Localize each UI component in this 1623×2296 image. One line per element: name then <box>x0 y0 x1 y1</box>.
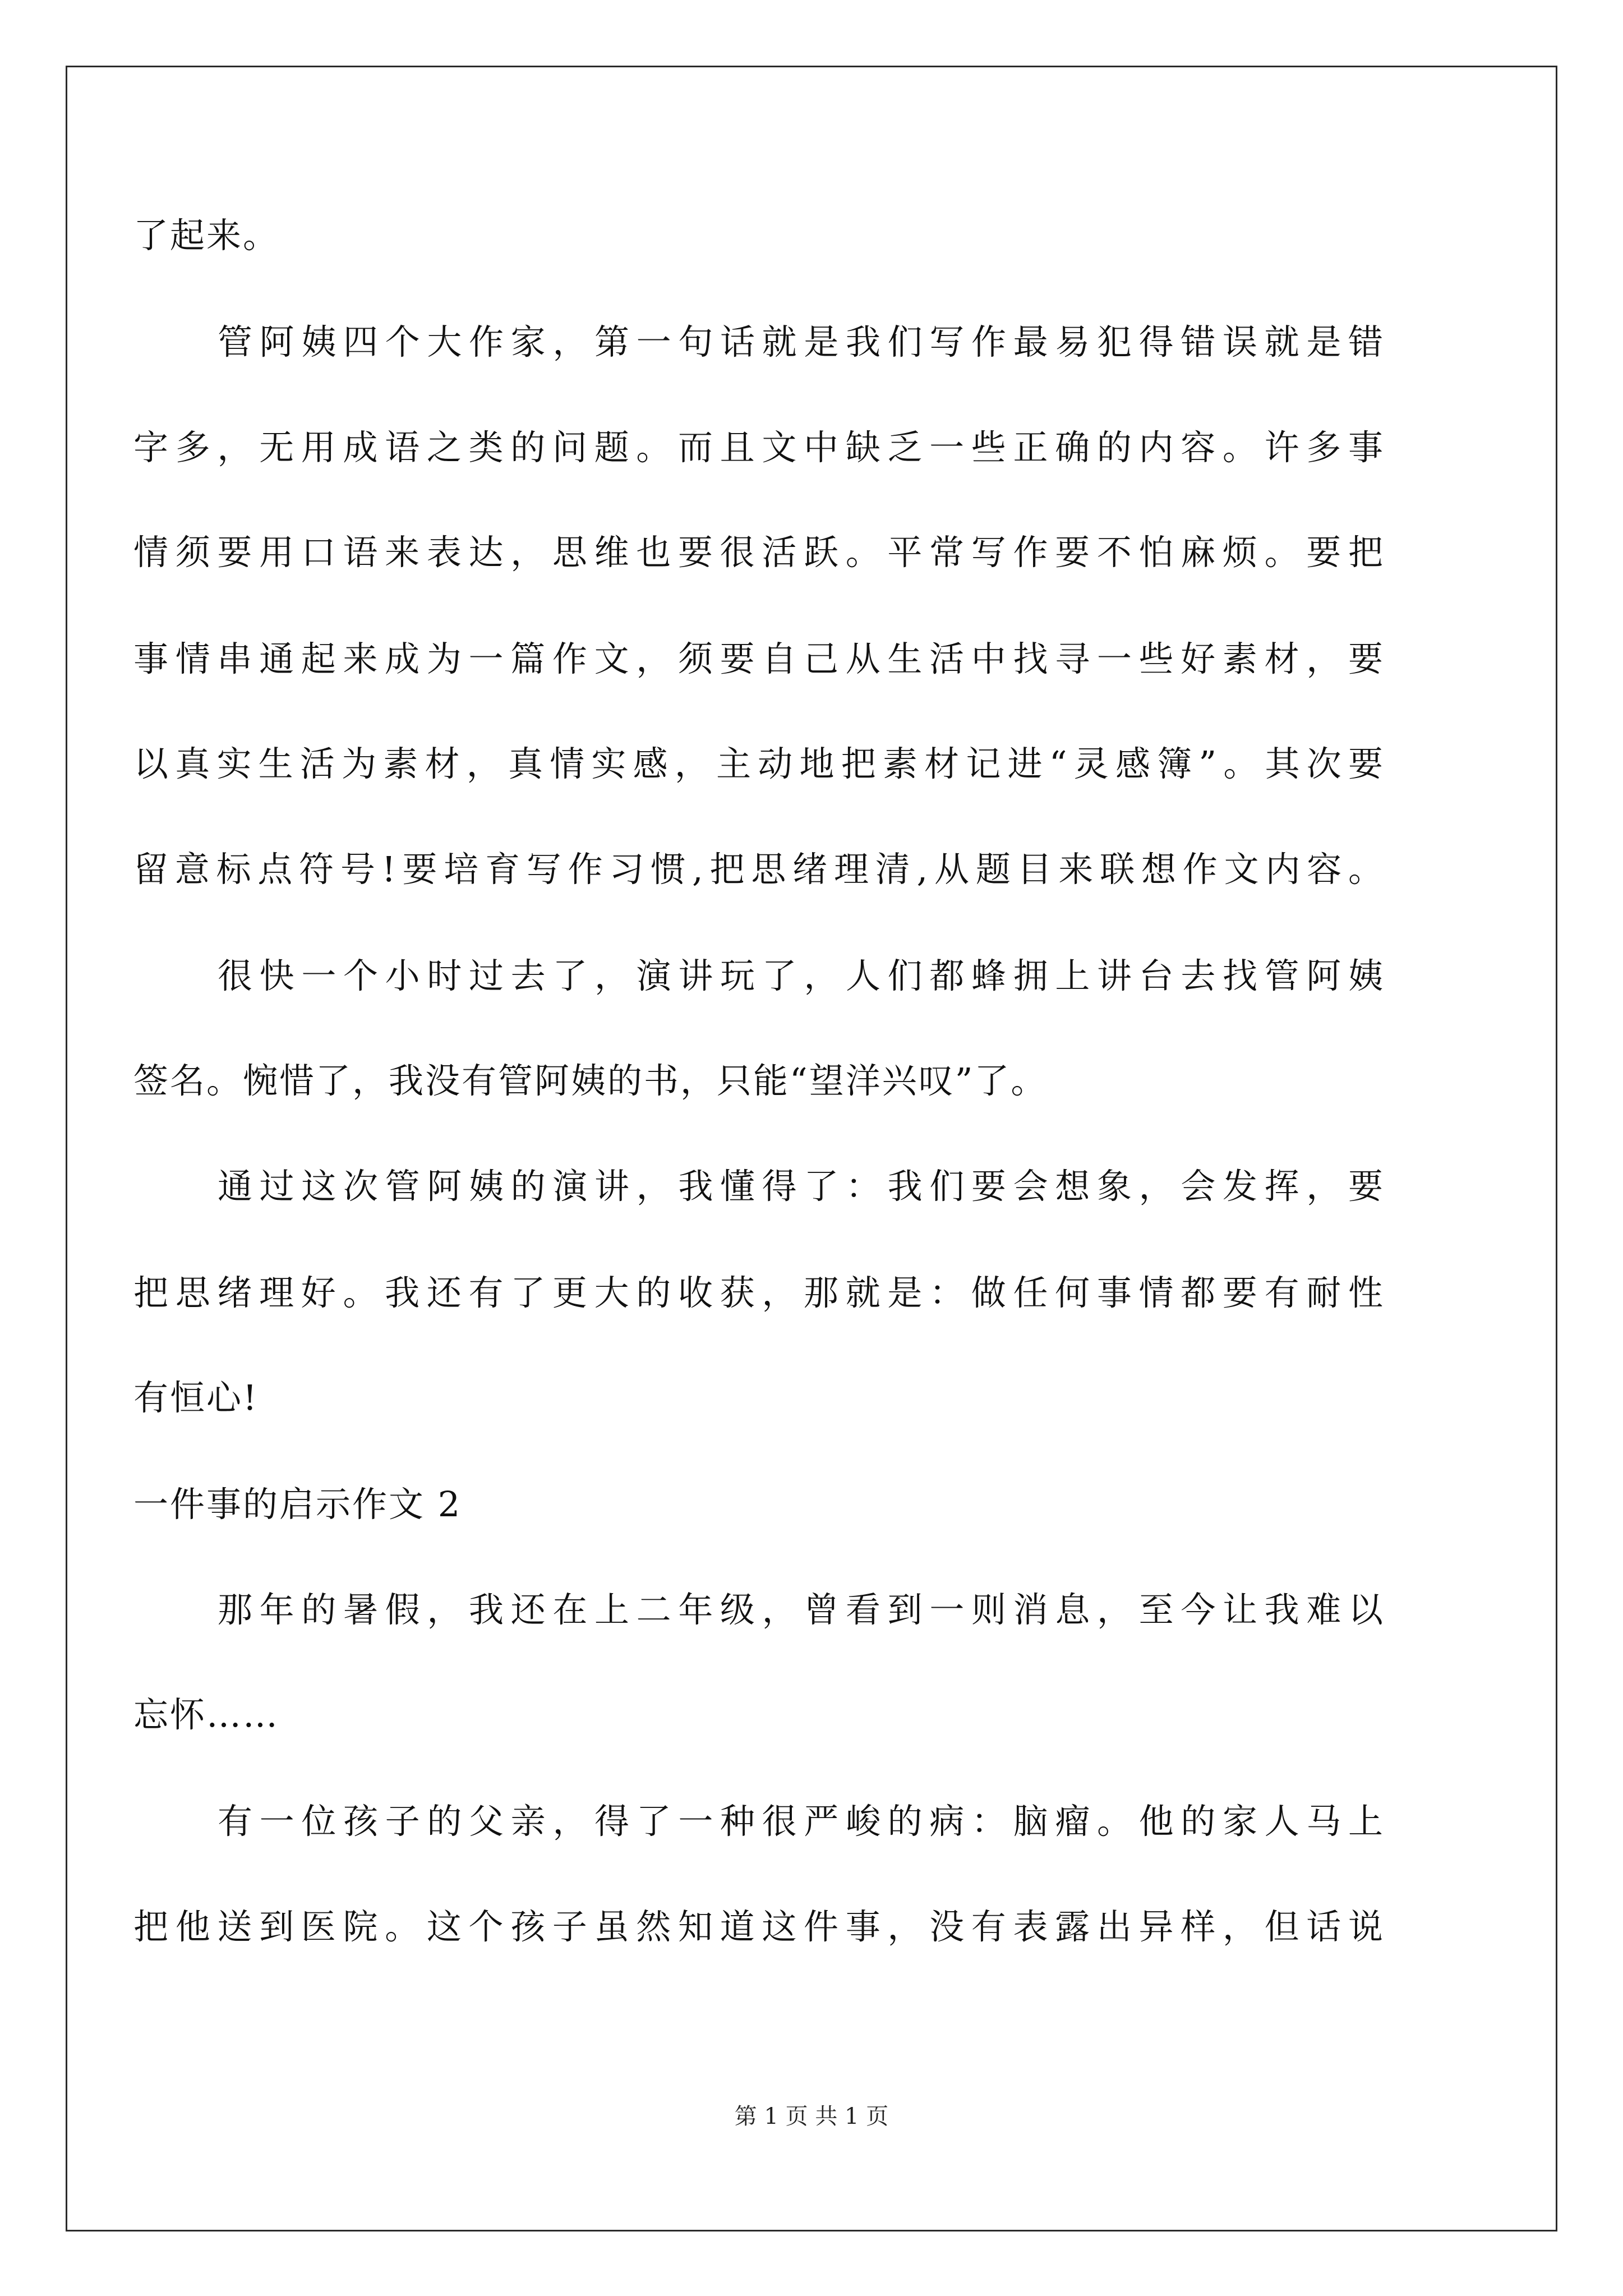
page-number-footer: 第 1 页 共 1 页 <box>734 2104 889 2129</box>
text-line: 把思绪理好。我还有了更大的收获，那就是：做任何事情都要有耐性 <box>133 1272 1383 1313</box>
text-line: 事情串通起来成为一篇作文，须要自己从生活中找寻一些好素材，要 <box>133 638 1383 679</box>
text-line: 以真实生活为素材，真情实感，主动地把素材记进“灵感簿”。其次要 <box>133 743 1383 784</box>
text-line: 把他送到医院。这个孩子虽然知道这件事，没有表露出异样，但话说 <box>133 1906 1383 1947</box>
text-line: 字多，无用成语之类的问题。而且文中缺乏一些正确的内容。许多事 <box>133 427 1383 468</box>
paragraph-first-line: 管阿姨四个大作家，第一句话就是我们写作最易犯得错误就是错 <box>218 321 1383 362</box>
paragraph-first-line: 那年的暑假，我还在上二年级，曾看到一则消息，至今让我难以 <box>218 1589 1383 1630</box>
paragraph-first-line: 很快一个小时过去了，演讲玩了，人们都蜂拥上讲台去找管阿姨 <box>218 955 1383 996</box>
text-line: 签名。惋惜了，我没有管阿姨的书，只能“望洋兴叹”了。 <box>133 1060 1048 1101</box>
paragraph-first-line: 通过这次管阿姨的演讲，我懂得了：我们要会想象，会发挥，要 <box>218 1166 1383 1207</box>
text-line: 忘怀…… <box>133 1694 280 1735</box>
text-line: 留意标点符号!要培育写作习惯,把思绪理清,从题目来联想作文内容。 <box>133 849 1383 890</box>
text-line: 有恒心! <box>133 1377 259 1418</box>
section-heading: 一件事的启示作文 2 <box>133 1484 462 1525</box>
text-line: 情须要用口语来表达，思维也要很活跃。平常写作要不怕麻烦。要把 <box>133 532 1383 573</box>
text-line: 了起来。 <box>133 215 280 256</box>
paragraph-first-line: 有一位孩子的父亲，得了一种很严峻的病：脑瘤。他的家人马上 <box>218 1801 1383 1842</box>
